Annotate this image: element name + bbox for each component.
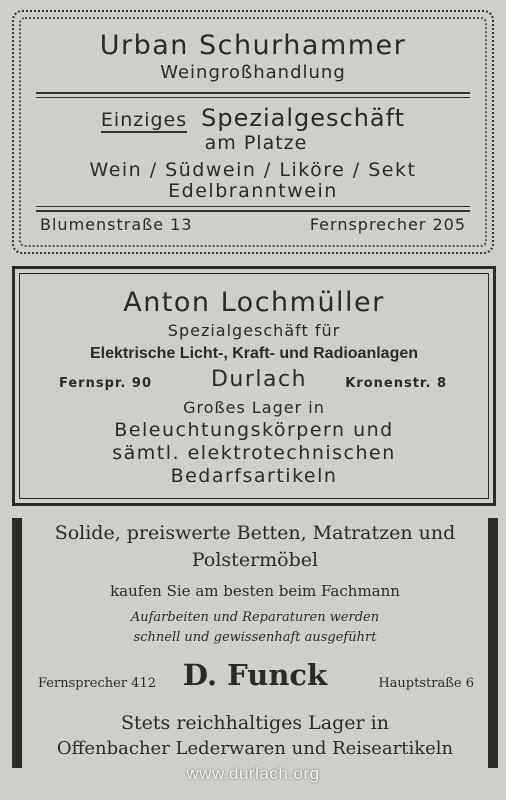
phone: Fernsprecher 205 <box>309 215 466 234</box>
divider <box>36 210 470 212</box>
services: Elektrische Licht-, Kraft- und Radioanlagen <box>89 345 419 362</box>
address: Kronenstr. 8 <box>345 376 447 391</box>
headline-line2: Polstermöbel <box>191 549 319 571</box>
am-platze: am Platze <box>204 132 308 154</box>
company-subtitle: Weingroßhandlung <box>160 62 346 83</box>
divider <box>36 92 470 94</box>
ad-urban-schurhammer <box>12 10 494 254</box>
info-line3: sämtl. elektrotechnischen <box>112 442 396 464</box>
headline-line1: Solide, preiswerte Betten, Matratzen und <box>54 522 456 544</box>
specialty-line <box>14 104 492 132</box>
info-line4: Aufarbeiten und Reparaturen werden <box>130 610 380 625</box>
address: Blumenstraße 13 <box>40 215 193 234</box>
phone: Fernspr. 90 <box>59 376 152 391</box>
info-line1: Großes Lager in <box>183 398 325 417</box>
info-line6: Stets reichhaltiges Lager in <box>121 712 389 734</box>
info-line7: Offenbacher Lederwaren und Reiseartikeln <box>56 738 454 759</box>
company-name: Urban Schurhammer <box>99 30 407 61</box>
ad-d-funck <box>12 518 498 768</box>
products-line2: Edelbranntwein <box>168 180 338 202</box>
address: Hauptstraße 6 <box>378 676 474 691</box>
info-line2: Beleuchtungskörpern und <box>114 419 394 441</box>
phone: Fernsprecher 412 <box>38 676 156 691</box>
company-subtitle: Spezialgeschäft für <box>167 321 341 340</box>
info-line4: Bedarfsartikeln <box>170 465 338 487</box>
watermark: www.durlach.org <box>186 764 320 783</box>
products-line1: Wein / Südwein / Liköre / Sekt <box>89 159 417 181</box>
info-line3: kaufen Sie am besten beim Fachmann <box>110 582 400 600</box>
ad-anton-lochmueller <box>12 266 496 506</box>
einziges-label: Einziges <box>100 109 188 131</box>
info-line5: schnell und gewissenhaft ausgeführt <box>133 630 377 645</box>
spezial-label: Spezialgeschäft <box>201 104 406 132</box>
city: Durlach <box>210 367 308 392</box>
divider <box>36 206 470 207</box>
company-name: D. Funck <box>182 658 328 692</box>
company-name: Anton Lochmüller <box>123 287 385 318</box>
divider <box>36 97 470 98</box>
